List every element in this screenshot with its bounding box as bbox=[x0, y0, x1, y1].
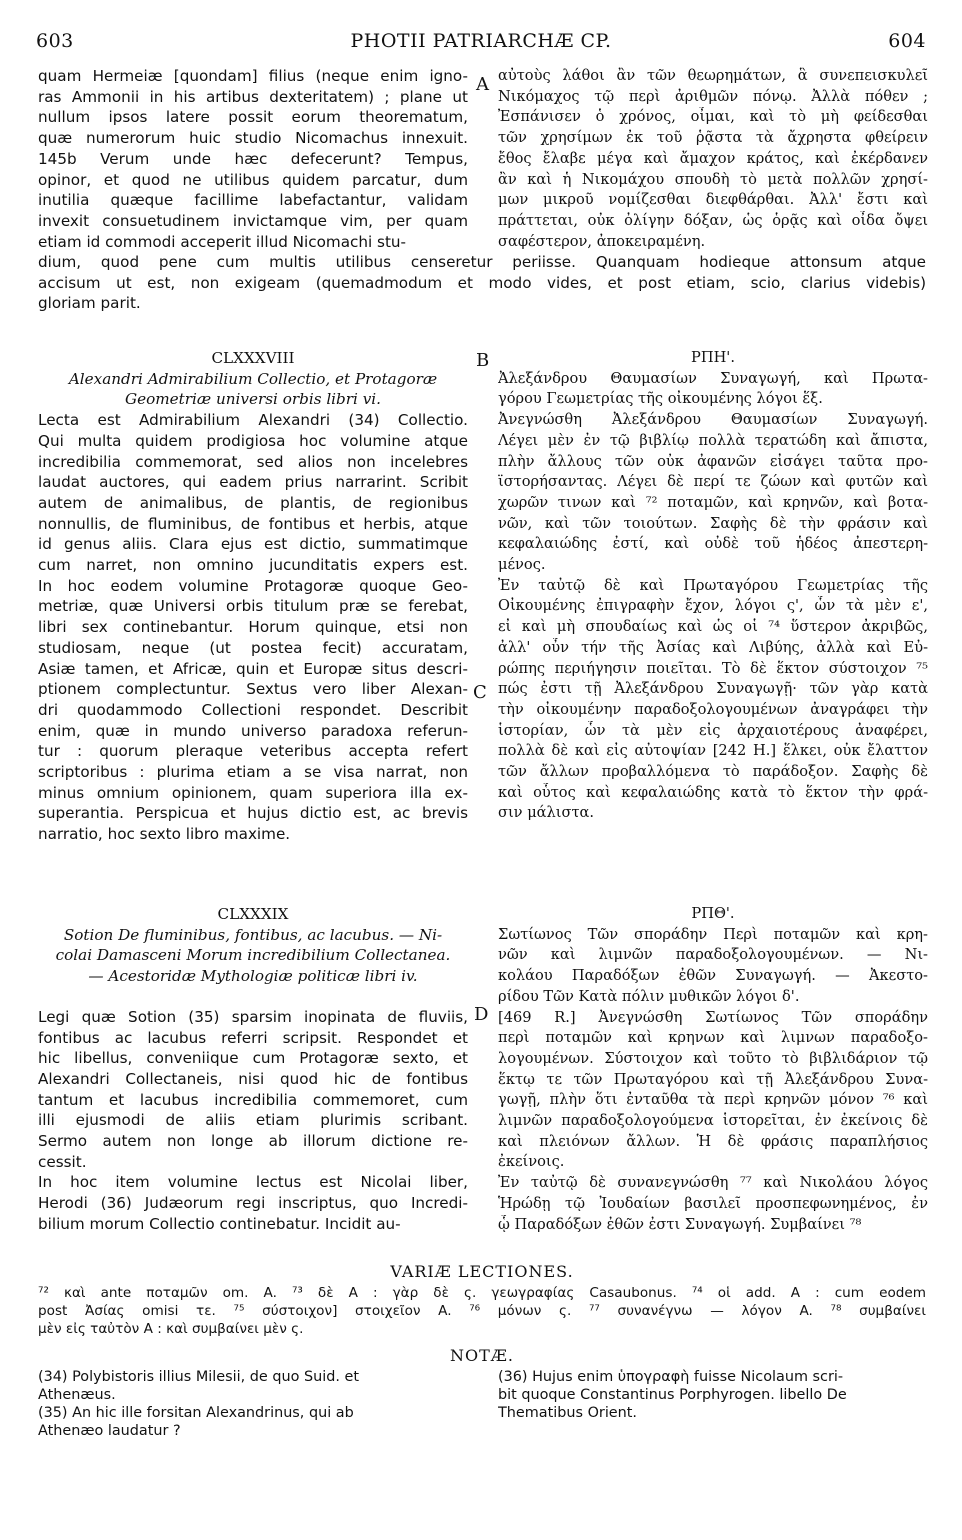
text-line: Athenæo laudatur ? bbox=[38, 1423, 181, 1439]
text-line: post Ἀσίας omisi τε. ⁷⁵ σύστοιχον] στοιχεῖον A. ⁷⁶ μόνων ς. ⁷⁷ συνανέγνω — λόγον A. ⁷⁸ συμβαίνει bbox=[38, 1303, 926, 1319]
text-line: id genus aliis. Clara ejus est dictio, summatimque bbox=[38, 535, 468, 554]
title-line: Geometriæ universi orbis libri vi. bbox=[125, 390, 381, 409]
text-line: ptionem complectuntur. Sextus vero liber Alexan- bbox=[38, 680, 468, 699]
text-line: metriæ, quæ Universi orbis titulum præ se ferebat, bbox=[38, 597, 468, 616]
title-line: γόρου Γεωμετρίας τῆς οἰκουμένης λόγοι ἕξ. bbox=[498, 390, 823, 408]
greek-column-188 bbox=[498, 348, 928, 824]
text-line: πολλὰ δὲ καὶ εἰς αὐτοψίαν [242 H.] ἕλκει, οὐκ ἔλαττον bbox=[498, 742, 928, 760]
text-line: ⁷² καὶ ante ποταμῶν om. A. ⁷³ δὲ A : γὰρ δὲ ς. γεωγραφίας Casaubonus. ⁷⁴ οἱ add. A : cum eodem bbox=[38, 1285, 926, 1301]
text-line: μὲν εἰς ταὐτὸν A : καὶ συμβαίνει μὲν ς. bbox=[38, 1321, 304, 1337]
text-line: [469 R.] Ἀνεγνώσθη Σωτίωνος Τῶν σποράδην bbox=[498, 1008, 928, 1026]
text-line: opinor, et quod ne utilibus quidem parcatur, dum bbox=[38, 170, 468, 189]
text-line: minus omnium opinionem, quam superiora illa ex- bbox=[38, 783, 468, 802]
text-line: Thematibus Orient. bbox=[498, 1405, 638, 1421]
title-line: Sotion De fluminibus, fontibus, ac lacubus. — Ni- bbox=[63, 925, 443, 944]
text-line: Ἡρώδῃ τῷ Ἰουδαίων βασιλεῖ προσπεφωνημένος, ἐν bbox=[498, 1194, 928, 1212]
text-line: ρώπης περιήγησιν ποιεῖται. Τὸ δὲ ἕκτον σύστοιχον ⁷⁵ bbox=[498, 659, 928, 677]
section-marker-b: B bbox=[476, 350, 490, 371]
text-line: autem de animalibus, de plantis, de regionibus bbox=[38, 493, 468, 512]
title-line: — Acestoridæ Mythologiæ politicæ libri iv. bbox=[88, 967, 418, 986]
text-line: nullum ipsos latere possit eorum theorematum, bbox=[38, 108, 468, 127]
text-line: studiosam, neque (ut postea fecit) accuratam, bbox=[38, 638, 468, 657]
text-line: dri quodammodo Collectioni respondet. Describit bbox=[38, 700, 468, 719]
text-line: ras Ammonii in his artibus dexteritatem) ; plane ut bbox=[38, 87, 468, 106]
codex-text-greek-188 bbox=[498, 410, 928, 824]
text-line: Asiæ tamen, et Africæ, quin et Europæ situs descri- bbox=[38, 659, 468, 678]
text-line: Οἰκουμένης ἐπιγραφὴν ἔχον, λόγοι ς', ὧν τὰ μὲν ε', bbox=[498, 597, 928, 615]
text-line: etiam id commodi acceperit illud Nicomachi stu- bbox=[38, 232, 407, 251]
text-line: superantia. Perspicua et hujus dictio est, ac brevis bbox=[38, 804, 468, 823]
greek-column-189 bbox=[498, 904, 928, 1235]
codex-number-greek-189: ΡΠΘ'. bbox=[691, 905, 735, 922]
codex-text-greek-189 bbox=[498, 1008, 928, 1236]
text-line: λιμνῶν παραδοξολογούμενα ἱστορεῖται, ἐν ἐκείνοις δὲ bbox=[498, 1112, 928, 1130]
text-line: libri sex continebantur. Horum quinque, etsi non bbox=[38, 618, 468, 637]
text-line: laudat auctores, qui eadem prius narrarint. Scribit bbox=[38, 473, 468, 492]
notae-left bbox=[38, 1368, 468, 1440]
text-line: ἱστορίαν, ὧν τὰ μὲν εἰς ἀρχαιοτέρους ἀναφέρει, bbox=[498, 721, 928, 739]
text-line: σιν μάλιστα. bbox=[498, 804, 595, 822]
text-line: Νικόμαχος τῷ περὶ ἀριθμῶν πόνῳ. Ἀλλὰ πόθεν ; bbox=[498, 87, 928, 105]
text-line: Sermo autem non longe ab illorum dictione re- bbox=[38, 1132, 468, 1151]
codex-number-latin-188: CLXXXVIII bbox=[211, 349, 295, 367]
text-line: (35) An hic ille forsitan Alexandrinus, qui ab bbox=[38, 1405, 354, 1421]
text-line: τῶν ἄλλων προβαλλόμενα τὸ παράδοξον. Σαφὴς δὲ bbox=[498, 763, 928, 781]
text-line: πλὴν ἄλλους τῶν οὐκ ἀφανῶν εἰσάγει ταῦτα προ- bbox=[498, 452, 928, 470]
text-line: tur : quorum pleraque veteribus accepta refert bbox=[38, 742, 468, 761]
text-line: narratio, hoc sexto libro maxime. bbox=[38, 825, 291, 844]
text-line: ἐκείνοις. bbox=[498, 1153, 565, 1171]
text-line: Lecta est Admirabilium Alexandri (34) Collectio. bbox=[38, 411, 468, 430]
title-line: colai Damasceni Morum incredibilium Collectanea. bbox=[55, 946, 451, 965]
text-line: In hoc eodem volumine Protagoræ quoque Geo- bbox=[38, 576, 468, 595]
variae-lectiones-text bbox=[38, 1284, 926, 1338]
text-line: λογουμένων. Σύστοιχον καὶ τοῦτο τὸ βιβλιδάριον τῷ bbox=[498, 1049, 928, 1067]
text-line: incredibilia commemorat, sed alios non incelebres bbox=[38, 452, 468, 471]
section-marker-d: D bbox=[474, 1004, 489, 1025]
text-line: ἀλλ' οὖν τήν τῆς Ἀσίας καὶ Λιβύης, ἀλλὰ καὶ Εὐ- bbox=[498, 638, 928, 656]
text-line: ἔθος ἔλαβε μέγα καὶ ἄμαχον κράτος, καὶ ἐκέρδανεν bbox=[498, 149, 928, 167]
codex-text-latin-189 bbox=[38, 1007, 468, 1235]
codex-text-latin-188 bbox=[38, 410, 468, 845]
latin-column-189 bbox=[38, 904, 468, 1235]
text-line: κεφαλαιώδης ἐστί, καὶ οὐδὲ τοῦ ἡδέος ἀπεστερη- bbox=[498, 535, 928, 553]
text-line: inutilia quæque facillime labefactantur, validam bbox=[38, 191, 468, 210]
text-line: quam Hermeiæ [quondam] filius (neque enim igno- bbox=[38, 67, 468, 85]
latin-column-188 bbox=[38, 348, 468, 845]
text-line: σαφέστερον, ἀποκειραμένη. bbox=[498, 232, 706, 250]
text-line: Athenæus. bbox=[38, 1387, 116, 1403]
text-line: εἰ καὶ μὴ σπουδαίως καὶ ὡς οἱ ⁷⁴ ὕστερον ἀκριβῶς, bbox=[498, 618, 928, 636]
text-line: πράττεται, οὐκ ὀλίγην δόξαν, ὡς ὁρᾷς καὶ οἶδα ὄψει bbox=[498, 211, 928, 229]
text-line: nonnullis, de fluminibus, de fontibus et herbis, atque bbox=[38, 514, 468, 533]
text-line: τῶν χρησίμων ἐκ τοῦ ῥᾷστα τὰ ἄχρηστα φθείρειν bbox=[498, 129, 928, 147]
text-line: περὶ ποταμῶν καὶ κρηνων καὶ λιμνων παραδοξο- bbox=[498, 1029, 928, 1047]
text-line: Ἐν ταὐτῷ δὲ συνανεγνώσθη ⁷⁷ καὶ Νικολάου λόγος bbox=[498, 1174, 928, 1192]
codex-title-latin-188 bbox=[38, 369, 468, 410]
text-line: καὶ πλειόνων ἄλλων. Ἡ δὲ φράσις παραπλήσιος bbox=[498, 1132, 928, 1150]
text-line: (36) Hujus enim ὑπογραφὴ fuisse Nicolaum scri- bbox=[498, 1369, 844, 1385]
text-line: χωρῶν τινων καὶ ⁷² ποταμῶν, καὶ κρηνῶν, καὶ βοτα- bbox=[498, 493, 928, 511]
text-line: (34) Polybistoris illius Milesii, de quo Suid. et bbox=[38, 1369, 359, 1385]
text-line: In hoc item volumine lectus est Nicolai liber, bbox=[38, 1173, 468, 1192]
codex-number-greek-188: ΡΠΗ'. bbox=[691, 349, 735, 366]
text-line: Ἐν ταὐτῷ δὲ καὶ Πρωταγόρου Γεωμετρίας τῆς bbox=[498, 576, 928, 594]
text-line: Qui multa quidem prodigiosa hoc volumine atque bbox=[38, 431, 468, 450]
text-line: quæ numerorum huic studio Nicomachus innexuit. bbox=[38, 129, 468, 148]
latin-column-a bbox=[38, 66, 468, 252]
text-line: ϊστορήσαντας. Λέγει δὲ περί τε ζώων καὶ φυτῶν καὶ bbox=[498, 473, 928, 491]
notae-right bbox=[498, 1368, 928, 1422]
title-line: ρίδου Τῶν Κατὰ πόλιν μυθικῶν λόγοι δ'. bbox=[498, 987, 800, 1005]
text-line: αὐτοὺς λάθοι ἂν τῶν θεωρημάτων, ἃ συνεπεισκυλεῖ bbox=[498, 67, 928, 84]
variae-lectiones-heading: VARIÆ LECTIONES. bbox=[390, 1262, 574, 1281]
text-line: 145b Verum unde hæc defecerunt? Tempus, bbox=[38, 149, 468, 168]
text-line: ἕκτῳ τε τῶν Πρωταγόρου καὶ τῇ Ἀλεξάνδρου Συνα- bbox=[498, 1070, 928, 1088]
codex-title-latin-189 bbox=[38, 925, 468, 987]
running-header bbox=[36, 30, 926, 60]
text-line: cum narret, non omnino jucunditatis expers est. bbox=[38, 556, 468, 575]
full-width-text-a bbox=[38, 252, 926, 314]
text-line: illi ejusmodi de aliis etiam plurimis scribant. bbox=[38, 1111, 468, 1130]
text-line: gloriam parit. bbox=[38, 294, 141, 313]
running-title: PHOTII PATRIARCHÆ CP. bbox=[350, 30, 612, 52]
text-line: accisum ut est, non exigeam (quemadmodum et modo vides, et post etiam, scio, clarius videbis) bbox=[38, 273, 926, 292]
section-marker-c: C bbox=[473, 682, 487, 703]
text-line: ᾧ Παραδόξων ἐθῶν ἐστι Συναγωγή. Συμβαίνει ⁷⁸ bbox=[498, 1215, 862, 1233]
text-line: hic libellus, conveniique cum Protagoræ sexto, et bbox=[38, 1049, 468, 1068]
text-line: τὴν οἰκουμένην παραδοξολογουμένων ἀναγράφει τὴν bbox=[498, 700, 928, 718]
text-line: πώς ἐστι τῇ Ἀλεξάνδρου Συναγωγῇ· τῶν γὰρ κατὰ bbox=[498, 680, 928, 698]
title-line: κολάου Παραδόξων ἐθῶν Συναγωγή. — Ἀκεστο- bbox=[498, 967, 928, 985]
text-line: καὶ οὗτος καὶ κεφαλαιώδης κατὰ τὸ ἕκτον τὴν φρά- bbox=[498, 783, 928, 801]
right-page-number: 604 bbox=[888, 30, 926, 52]
text-line: Ἐσπάνισεν ὁ χρόνος, οἶμαι, καὶ τὸ μὴ φείδεσθαι bbox=[498, 108, 928, 126]
text-line: enim, quæ in mundo universo paradoxa referun- bbox=[38, 721, 468, 740]
codex-number-latin-189: CLXXXIX bbox=[217, 905, 289, 923]
greek-column-a bbox=[498, 66, 928, 252]
text-line: ἂν καὶ ἡ Νικομάχου σπουδὴ τὸ μετὰ πολλῶν χρησί- bbox=[498, 170, 928, 188]
title-line: Σωτίωνος Τῶν σποράδην Περὶ ποταμῶν καὶ κρη- bbox=[498, 925, 928, 943]
text-line: Legi quæ Sotion (35) sparsim inopinata de fluviis, bbox=[38, 1007, 468, 1026]
text-line: invexit consuetudinem invictamque vim, per quam bbox=[38, 211, 468, 230]
text-line: fontibus ac lacubus referri scripsit. Respondet et bbox=[38, 1028, 468, 1047]
codex-title-greek-189 bbox=[498, 925, 928, 1008]
text-line: νῶν, καὶ τῶν τοιούτων. Σαφὴς δὲ τὴν φράσιν καὶ bbox=[498, 514, 928, 532]
text-line: Ἀνεγνώσθη Ἀλεξάνδρου Θαυμασίων Συναγωγή. bbox=[498, 411, 928, 429]
text-line: Herodi (36) Judæorum regi inscriptus, quo Incredi- bbox=[38, 1194, 468, 1213]
text-line: γωγῇ, πλὴν ὅτι ἐνταῦθα τὰ περὶ κρηνῶν μόνον ⁷⁶ καὶ bbox=[498, 1091, 928, 1109]
left-page-number: 603 bbox=[36, 30, 74, 52]
title-line: Ἀλεξάνδρου Θαυμασίων Συναγωγή, καὶ Πρωτα- bbox=[498, 369, 928, 387]
text-line: μων μικροῦ νομίζεσθαι διεφθάρθαι. Ἀλλ' ἔστι καὶ bbox=[498, 191, 928, 209]
text-line: dium, quod pene cum multis utilibus censeretur periisse. Quanquam hodieque attonsum atque bbox=[38, 253, 926, 271]
text-line: tantum et lacubus incredibilia commemoret, cum bbox=[38, 1090, 468, 1109]
section-marker-a: A bbox=[476, 74, 489, 95]
text-line: cessit. bbox=[38, 1152, 87, 1171]
text-line: Λέγει μὲν ἐν τῷ βιβλίῳ πολλὰ τερατώδη καὶ ἄπιστα, bbox=[498, 431, 928, 449]
title-line: νῶν καὶ λιμνῶν παραδοξολογουμένων. — Νι- bbox=[498, 946, 928, 964]
title-line: Alexandri Admirabilium Collectio, et Protagoræ bbox=[68, 369, 438, 388]
codex-title-greek-188 bbox=[498, 369, 928, 410]
text-line: μένος. bbox=[498, 556, 546, 574]
text-line: scriptoribus : plurima etiam a se visa narrat, non bbox=[38, 763, 468, 782]
notae-heading: NOTÆ. bbox=[450, 1346, 514, 1365]
text-line: Alexandri Collectaneis, nisi quod hic de fontibus bbox=[38, 1069, 468, 1088]
text-line: bilium morum Collectio continebatur. Incidit au- bbox=[38, 1214, 401, 1233]
text-line: bit quoque Constantinus Porphyrogen. libello De bbox=[498, 1387, 847, 1403]
